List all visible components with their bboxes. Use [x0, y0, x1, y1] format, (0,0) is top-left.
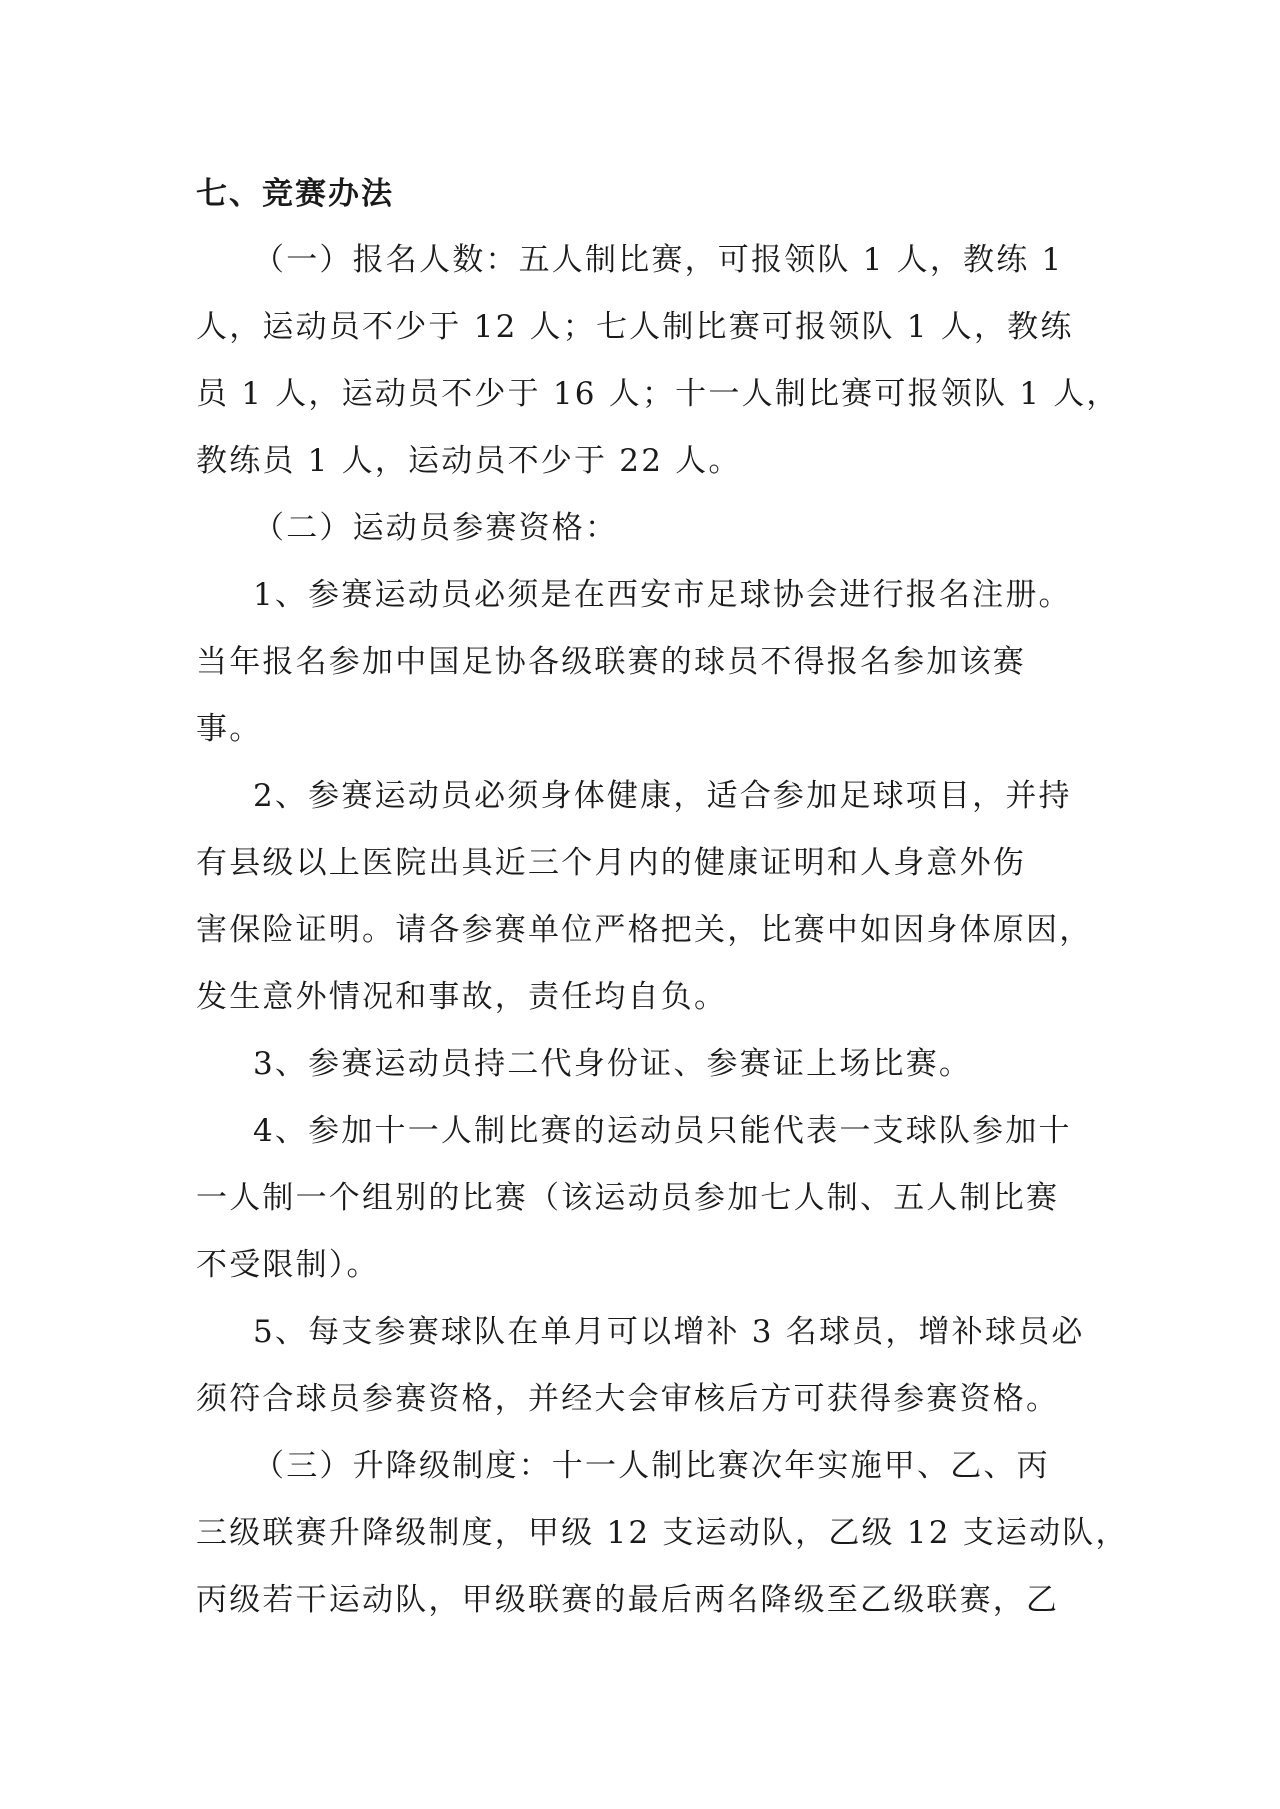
paragraph-line: 5、每支参赛球队在单月可以增补 3 名球员，增补球员必 — [253, 1314, 1085, 1350]
paragraph-line: 发生意外情况和事故，责任均自负。 — [196, 979, 728, 1015]
paragraph-line: 1、参赛运动员必须是在西安市足球协会进行报名注册。 — [253, 577, 1072, 613]
paragraph-line: （三）升降级制度：十一人制比赛次年实施甲、乙、丙 — [253, 1448, 1050, 1484]
paragraph-line: 事。 — [196, 711, 263, 747]
paragraph-line: 害保险证明。请各参赛单位严格把关，比赛中如因身体原因， — [196, 912, 1093, 948]
paragraph-line: 当年报名参加中国足协各级联赛的球员不得报名参加该赛 — [196, 644, 1026, 680]
paragraph-line: 一人制一个组别的比赛（该运动员参加七人制、五人制比赛 — [196, 1180, 1060, 1216]
paragraph-line: 员 1 人，运动员不少于 16 人；十一人制比赛可报领队 1 人， — [196, 376, 1120, 412]
paragraph-line: 4、参加十一人制比赛的运动员只能代表一支球队参加十 — [253, 1113, 1072, 1149]
paragraph-line: 2、参赛运动员必须身体健康，适合参加足球项目，并持 — [253, 778, 1072, 814]
paragraph-line: 人，运动员不少于 12 人；七人制比赛可报领队 1 人，教练 — [196, 309, 1074, 345]
paragraph-line: 3、参赛运动员持二代身份证、参赛证上场比赛。 — [253, 1046, 973, 1082]
paragraph-line: （一）报名人数：五人制比赛，可报领队 1 人，教练 1 — [253, 242, 1064, 278]
paragraph-line: 不受限制）。 — [196, 1247, 380, 1283]
paragraph-line: 有县级以上医院出具近三个月内的健康证明和人身意外伤 — [196, 845, 1026, 881]
paragraph-line: 丙级若干运动队，甲级联赛的最后两名降级至乙级联赛，乙 — [196, 1582, 1060, 1618]
paragraph-line: 教练员 1 人，运动员不少于 22 人。 — [196, 443, 742, 479]
paragraph-line: 须符合球员参赛资格，并经大会审核后方可获得参赛资格。 — [196, 1381, 1060, 1417]
section-heading: 七、竞赛办法 — [196, 176, 394, 212]
paragraph-line: （二）运动员参赛资格： — [253, 510, 619, 546]
paragraph-line: 三级联赛升降级制度，甲级 12 支运动队，乙级 12 支运动队， — [196, 1515, 1129, 1551]
